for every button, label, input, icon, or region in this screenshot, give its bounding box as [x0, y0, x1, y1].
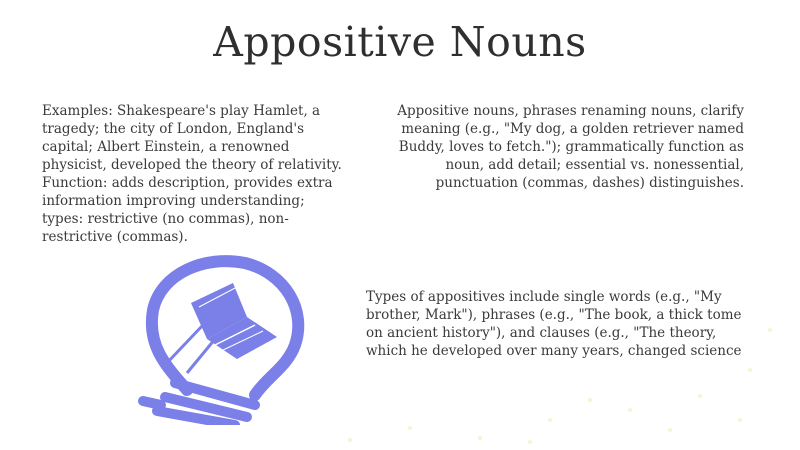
lightbulb-book-icon [95, 255, 315, 425]
examples-text: Examples: Shakespeare's play Hamlet, a tragedy; the city of London, England's capital; Albert Einstein, a renowned physicist, developed the theory of relativity. Function: adds description, provides extra information improving understanding; types: restrictive (no commas), non-restrictive (commas). [42, 103, 342, 245]
types-text: Types of appositives include single words (e.g., "My brother, Mark"), phrases (e.g., "The book, a thick tome on ancient history"), and clauses (e.g., "The theory, which he developed over many years, changed science [366, 289, 742, 359]
slide-title: Appositive Nouns [213, 18, 587, 66]
definition-text: Appositive nouns, phrases renaming nouns, clarify meaning (e.g., "My dog, a golden retriever named Buddy, loves to fetch."); grammatically function as noun, add detail; essential vs. nonessential, punctuation (commas, dashes) distinguishes. [397, 103, 744, 191]
